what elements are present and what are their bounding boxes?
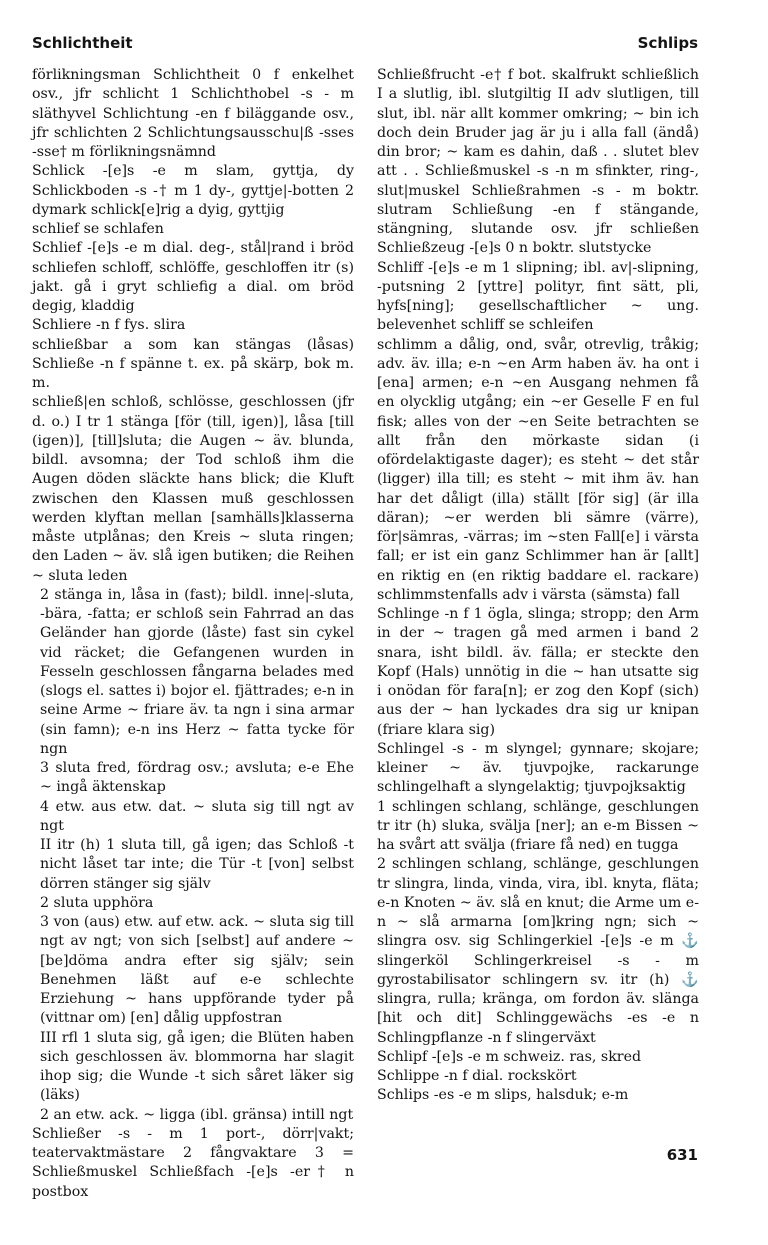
page-header (32, 34, 698, 56)
entry-schliessen-rfl: III rfl 1 sluta sig, gå igen; die Blüten haben sich geschlossen äv. blommorna har slagit ihop sig; die Wunde -t sich såret läker sig (läks) (40, 1029, 354, 1104)
entry-schliere: Schliere -n f fys. slira (32, 317, 186, 334)
entry-schlingen-1: 1 schlingen schlang, schlänge, geschlungen tr itr (h) sluka, svälja [ner]; an e-m Bissen ~ ha svårt att svälja (friare få ned) en tugga (377, 798, 699, 853)
entry-schliessen-itr-2: 2 sluta upphöra (40, 894, 154, 911)
entry-schliessfrucht: Schließfrucht -e† f bot. skalfrukt schließlich I a slutlig, ibl. slutgiltig II adv slutligen, till slut, ibl. när allt kommer omkring; ~ bin ich doch dein Bruder jag är ju i alla fall (ändå) din bror; ~ kam es dahin, daß . . slutet blev att . . Schließmuskel -s -n m sfinkter, ring-, slut|muskel Schließrahmen -s - m boktr. slutram Schließung -en f stängande, stängning, slutande osv. jfr schließen Schließzeug -[e]s 0 n boktr. slutstycke (377, 67, 699, 257)
entry-schliessen-rfl-2: 2 an etw. ack. ~ ligga (ibl. gränsa) intill ngt (40, 1106, 354, 1123)
entry-schlipf: Schlipf -[e]s -e m schweiz. ras, skred (377, 1048, 642, 1065)
entry-schlips: Schlips -es -e m slips, halsduk; e-m (377, 1087, 629, 1104)
entry-schlingen-2: 2 schlingen schlang, schlänge, geschlungen tr slingra, linda, vinda, vira, ibl. knyta, fläta; e-n Knoten ~ äv. slå en knut; die Arme um e-n ~ slå armarna [om]kring ngn; sich ~ slingra osv. sig Schlingerkiel -[e]s -e m ⚓ slingerköl Schlingerkreisel -s - m gyrostabilisator schlingern sv. itr (h) ⚓ slingra, rulla; kränga, om fordon äv. slänga [hit och dit] Schlinggewächs -es -e n Schlingpflanze -n f slingerväxt (377, 856, 699, 1046)
entry-schlingel: Schlingel -s - m slyngel; gynnare; skojare; kleiner ~ äv. tjuvpojke, rackarunge schlingelhaft a slyngelaktig; tjuvpojksaktig (377, 740, 699, 796)
entry-schliessen-sense-2: 2 stänga in, låsa in (fast); bildl. inne|-sluta, -bära, -fatta; er schloß sein Fahrrad an das Geländer han gjorde (låste) fast sin cykel vid räcket; die Gefangenen wurden in Fesseln geschlossen fångarna belades med (slogs el. sattes i) bojor el. fjättrades; e-n in seine Arme ~ friare äv. ta ngn i sina armar (sin famn); e-n ins Herz ~ fatta tycke för ngn (40, 586, 354, 757)
left-column (32, 66, 354, 1202)
entry-schlief: Schlief -[e]s -e m dial. deg-, stål|rand i bröd schliefen schloff, schlöffe, geschloffen itr (s) jakt. gå i gryt schliefig a dial. om bröd degig, kladdig (32, 240, 354, 314)
left-guide-word: Schlichtheit (32, 34, 133, 52)
entry-schlippe: Schlippe -n f dial. rockskört (377, 1068, 577, 1084)
entry-schliessbar: schließbar a som kan stängas (låsas) Schließe -n f spänne t. ex. på skärp, bok m. m. (32, 336, 354, 391)
entry-schliessen-sense-4: 4 etw. aus etw. dat. ~ sluta sig till ngt av ngt (40, 798, 354, 834)
entry-schliesser: Schließer -s - m 1 port-, dörr|vakt; teatervaktmästare 2 fångvaktare 3 = Schließmuskel Schließfach -[e]s -er† n postbox (32, 1125, 354, 1200)
entry-schliessen: schließ|en schloß, schlösse, geschlossen (jfr d. o.) I tr 1 stänga [för (till, igen)], låsa [till (igen)], [till]sluta; die Augen ~ äv. blunda, bildl. avsomna; der Tod schloß ihm die Augen döden släckte hans blick; die Kluft zwischen den Klassen muß geschlossen werden klyftan mellan [samhälls]klasserna måste utplånas; den Kreis ~ sluta ringen; den Laden ~ äv. slå igen butiken; die Reihen ~ sluta leden (32, 394, 354, 584)
entry-schlick: Schlick -[e]s -e m slam, gyttja, dy Schlickboden -s -† m 1 dy-, gyttje|-botten 2 dymark schlick[e]rig a dyig, gyttjig (32, 163, 354, 218)
entry-schlimm: schlimm a dålig, ond, svår, otrevlig, tråkig; adv. äv. illa; e-n ~en Arm haben äv. ha ont i [ena] armen; e-n ~en Ausgang nehmen få en olycklig utgång; ein ~er Geselle F en ful fisk; alles von der ~en Seite betrachten se allt från den mörkaste sidan (i ofördelaktigaste dager); es steht ~ det står (ligger) illa till; es steht ~ mit ihm äv. han har det dåligt (illa) ställt [för sig] (är illa däran); ~er werden bli sämre (värre), för|sämras, -värras; im ~sten Fall[e] i värsta fall; er ist ein ganz Schlimmer han är [allt] en riktig en (en riktig baddare el. rackare) schlimmstenfalls adv i värsta (sämsta) fall (377, 336, 699, 603)
right-column (377, 66, 699, 1106)
entry-schliessen-sense-3: 3 sluta fred, fördrag osv.; avsluta; e-e Ehe ~ ingå äktenskap (40, 760, 354, 796)
right-guide-word: Schlips (637, 34, 698, 52)
page-number: 631 (666, 1146, 698, 1164)
entry-schlinge: Schlinge -n f 1 ögla, slinga; stropp; den Arm in der ~ tragen gå med armen i band 2 snara, isht bildl. äv. fälla; er steckte den Kopf (Hals) unnötig in die ~ han utsatte sig i onödan för fara[n]; er zog den Kopf (sich) aus der ~ han lyckades dra sig ur knipan (friare klara sig) (377, 606, 699, 738)
entry-schlichtheit: förlikningsman Schlichtheit 0 f enkelhet osv., jfr schlicht 1 Schlichthobel -s - m släthyvel Schlichtung -en f biläggande osv., jfr schlichten 2 Schlichtungsausschu|ß -sses -sse† m förlikningsnämnd (32, 67, 354, 160)
entry-schliff: Schliff -[e]s -e m 1 slipning; ibl. av|-slipning, -putsning 2 [yttre] polityr, fint sätt, pli, hyfs[ning]; gesellschaftlicher ~ ung. belevenhet schliff se schleifen (377, 259, 699, 334)
entry-schliessen-itr: II itr (h) 1 sluta till, gå igen; das Schloß -t nicht låset tar inte; die Tür -t [von] selbst dörren stänger sig själv (40, 837, 354, 892)
entry-schliessen-itr-3: 3 von (aus) etw. auf etw. ack. ~ sluta sig till ngt av ngt; von sich [selbst] auf andere ~ [be]döma andra efter sig själv; sein Benehmen läßt auf e-e schlechte Erziehung ~ hans uppförande tyder på (vittnar om) [en] dålig uppfostran (40, 914, 354, 1027)
entry-schlief-ref: schlief se schlafen (32, 221, 164, 237)
